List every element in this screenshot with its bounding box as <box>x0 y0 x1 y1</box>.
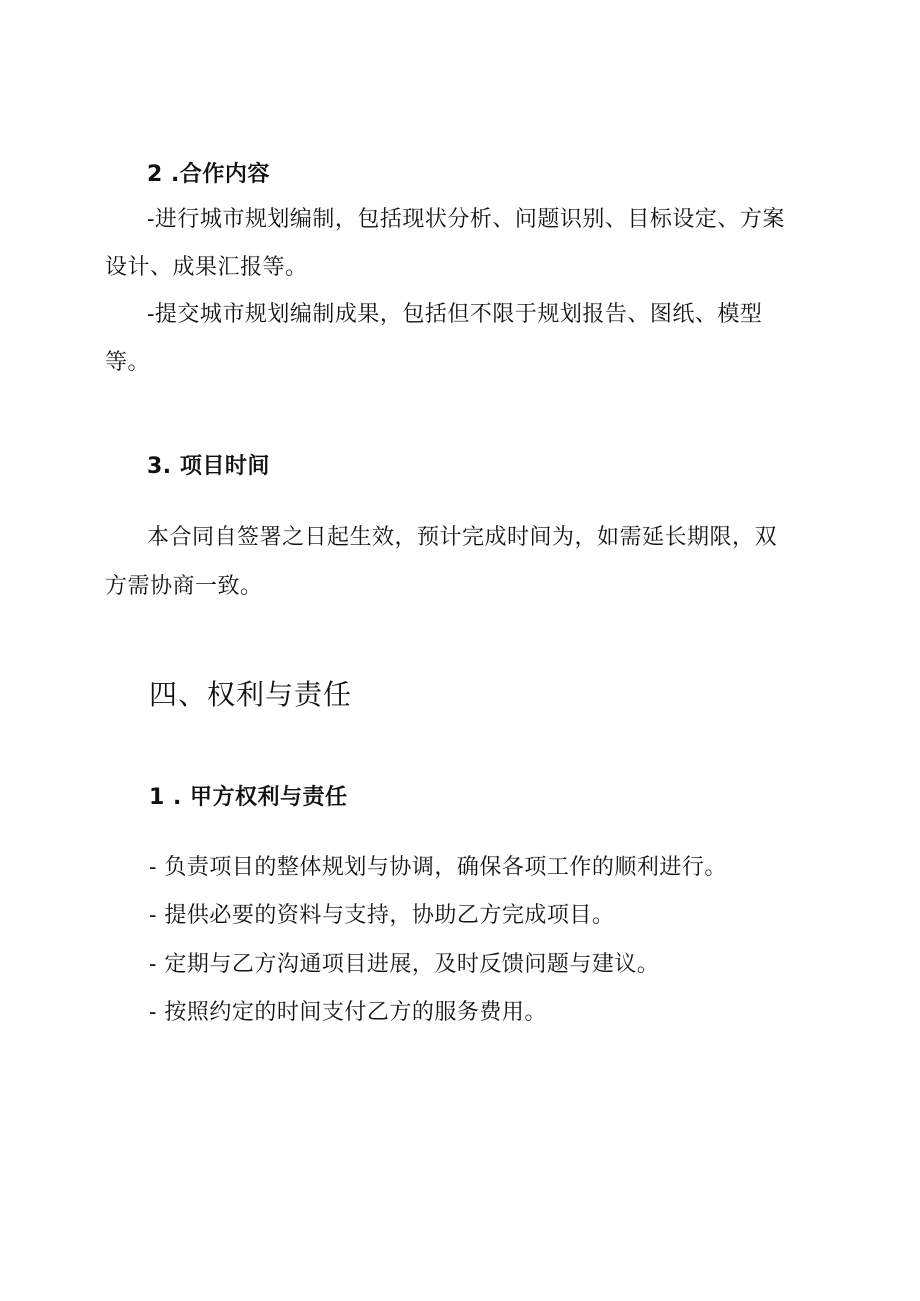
section-3-paragraph-line-1: 本合同自签署之日起生效，预计完成时间为，如需延长期限，双 <box>147 525 778 550</box>
section-2-item-2-line-2: 等。 <box>105 350 151 375</box>
section-3-paragraph-line-2: 方需协商一致。 <box>105 574 263 599</box>
section-2-heading: 2 .合作内容 <box>147 162 270 187</box>
responsibility-item: - 定期与乙方沟通项目进展，及时反馈问题与建议。 <box>149 952 660 977</box>
subsection-1-heading: 1 . 甲方权利与责任 <box>149 785 348 810</box>
section-2-item-2-line-1: -提交城市规划编制成果，包括但不限于规划报告、图纸、模型 <box>147 302 763 327</box>
section-2-item-1-line-2: 设计、成果汇报等。 <box>105 255 308 280</box>
section-3-heading: 3. 项目时间 <box>147 454 270 479</box>
section-2-item-1-line-1: -进行城市规划编制，包括现状分析、问题识别、目标设定、方案 <box>147 207 785 232</box>
chapter-4-title: 四、权利与责任 <box>149 678 353 711</box>
responsibility-item: - 负责项目的整体规划与协调，确保各项工作的顺利进行。 <box>149 855 727 880</box>
responsibility-item: - 提供必要的资料与支持，协助乙方完成项目。 <box>149 903 615 928</box>
responsibility-item: - 按照约定的时间支付乙方的服务费用。 <box>149 1000 547 1025</box>
